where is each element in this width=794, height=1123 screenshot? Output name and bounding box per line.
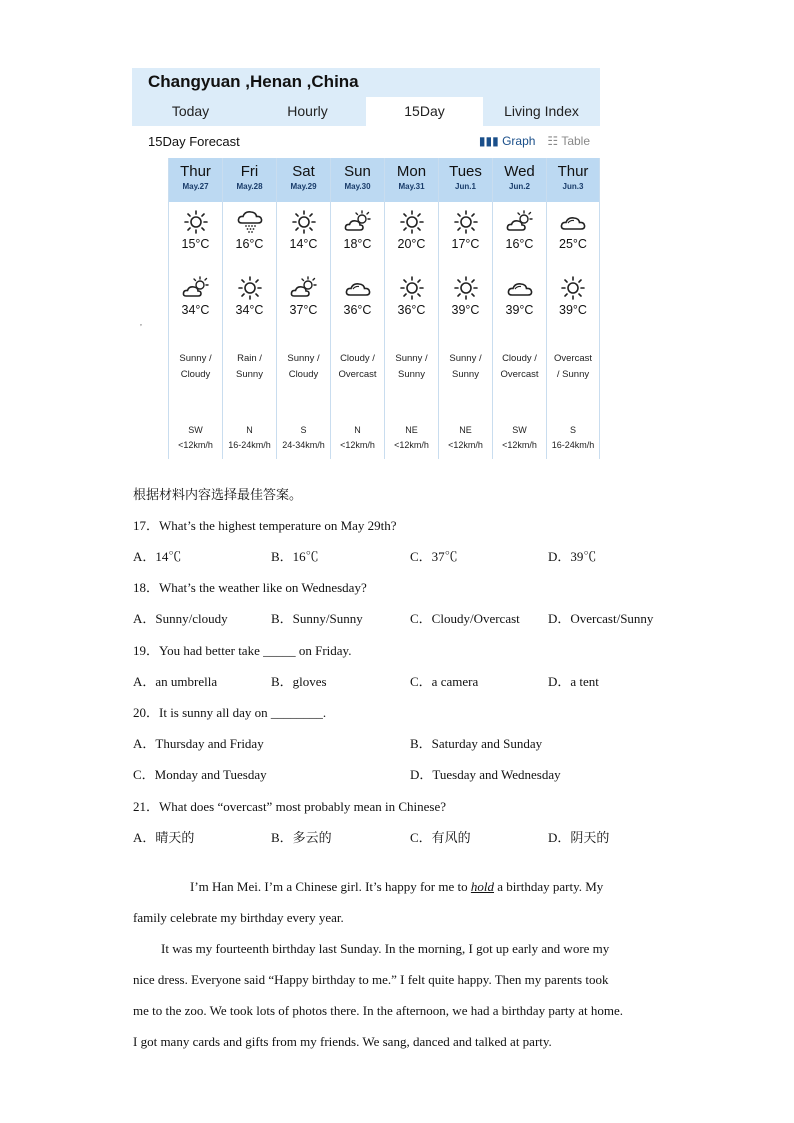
condition-line-2: Sunny	[398, 369, 425, 380]
wind-direction: NE	[405, 425, 418, 435]
sun-icon	[290, 210, 318, 234]
q19-option-b: B．gloves	[271, 674, 327, 689]
condition-line-2: / Sunny	[556, 369, 590, 380]
condition	[331, 351, 384, 383]
temp-low: 25°C	[559, 237, 587, 251]
p1-underlined-word: hold	[470, 879, 495, 894]
temp-high: 34°C	[235, 303, 264, 317]
instruction: 根据材料内容选择最佳答案。	[133, 487, 303, 502]
wind	[547, 423, 599, 453]
day-name: Tues	[449, 163, 482, 180]
graph-label: Graph	[502, 134, 536, 148]
day-header	[493, 158, 546, 202]
wind-direction: S	[569, 425, 576, 435]
wind-direction: SW	[512, 425, 527, 435]
day-column	[277, 158, 331, 459]
forecast-subbar	[132, 126, 600, 158]
sun-icon	[452, 210, 480, 234]
sun-icon	[398, 210, 426, 234]
question-17: 17．What’s the highest temperature on May 29th?	[133, 518, 397, 533]
passage-line: I got many cards and gifts from my friends. We sang, danced and talked at party.	[133, 1034, 552, 1049]
sun-cloud-icon	[344, 210, 372, 234]
question-20: 20．It is sunny all day on ________.	[133, 705, 327, 720]
day-date: May.31	[398, 182, 425, 191]
condition-line-1: Sunny /	[395, 353, 428, 364]
wind-speed: <12km/h	[340, 440, 375, 450]
temp-high: 37°C	[289, 303, 318, 317]
day-column	[331, 158, 385, 459]
q20-option-b: B．Saturday and Sunday	[410, 736, 543, 751]
condition	[385, 351, 438, 383]
cloud-icon	[559, 210, 587, 234]
wind-speed: <12km/h	[502, 440, 537, 450]
graph-toggle[interactable]	[479, 134, 536, 148]
day-date: May.29	[290, 182, 317, 191]
wind	[223, 423, 276, 453]
day-name: Sat	[292, 163, 315, 180]
condition-line-1: Overcast	[553, 353, 592, 364]
condition-line-1: Rain /	[237, 353, 262, 364]
condition-line-2: Overcast	[500, 369, 539, 380]
passage-line: me to the zoo. We took lots of photos there. In the afternoon, we had a birthday party at home.	[133, 1003, 624, 1018]
q20-option-c: C．Monday and Tuesday	[133, 767, 267, 782]
sun-icon	[398, 276, 426, 300]
sun-icon	[559, 276, 587, 300]
day-date: Jun.1	[455, 182, 476, 191]
temp-high: 36°C	[343, 303, 372, 317]
day-name: Mon	[396, 163, 427, 180]
q18-option-c: C．Cloudy/Overcast	[410, 611, 520, 626]
passage-paragraph-1	[133, 871, 673, 933]
tab-hourly[interactable]: Hourly	[287, 103, 328, 119]
wind-direction: S	[300, 425, 307, 435]
day-header	[331, 158, 384, 202]
q17-option-a: A．14℃	[133, 549, 182, 564]
q21-option-d: D．阴天的	[548, 830, 610, 845]
condition-line-2: Sunny	[236, 369, 263, 380]
weather-widget	[132, 68, 600, 459]
tab-living-index[interactable]: Living Index	[504, 103, 579, 119]
temp-low: 17°C	[451, 237, 480, 251]
day-column	[169, 158, 223, 459]
temp-high: 34°C	[181, 303, 210, 317]
day-date: Jun.3	[562, 182, 584, 191]
wind	[385, 423, 438, 453]
condition	[223, 351, 276, 383]
passage-line: family celebrate my birthday every year.	[133, 910, 344, 925]
wind-speed: <12km/h	[394, 440, 429, 450]
condition	[547, 351, 599, 383]
q20-option-a: A．Thursday and Friday	[133, 736, 264, 751]
forecast-grid	[168, 158, 601, 459]
wind-speed: 16-24km/h	[228, 440, 271, 450]
condition-line-1: Sunny /	[449, 353, 482, 364]
q18-option-d: D．Overcast/Sunny	[548, 611, 654, 626]
temp-high: 39°C	[451, 303, 480, 317]
day-name: Sun	[344, 163, 371, 180]
wind-direction: SW	[188, 425, 203, 435]
wind-direction: NE	[459, 425, 472, 435]
day-header	[223, 158, 276, 202]
condition-line-2: Cloudy	[288, 369, 319, 380]
cloud-icon	[344, 276, 372, 300]
q18-option-b: B．Sunny/Sunny	[271, 611, 363, 626]
day-date: May.28	[236, 182, 263, 191]
day-header	[277, 158, 330, 202]
temp-low: 20°C	[397, 237, 426, 251]
day-date: Jun.2	[509, 182, 530, 191]
q19-option-c: C．a camera	[410, 674, 479, 689]
side-mark: ,	[140, 318, 142, 327]
day-column	[493, 158, 547, 459]
day-header	[439, 158, 492, 202]
wind	[439, 423, 492, 453]
sun-icon	[452, 276, 480, 300]
wind	[277, 423, 330, 453]
forecast-title: 15Day Forecast	[148, 134, 240, 149]
tab-today[interactable]: Today	[171, 103, 210, 119]
condition	[277, 351, 330, 383]
day-date: May.27	[182, 182, 209, 191]
sun-cloud-icon	[290, 276, 318, 300]
day-column	[439, 158, 493, 459]
temp-high: 39°C	[559, 303, 587, 317]
passage-line: It was my fourteenth birthday last Sunday. In the morning, I got up early and wore my	[161, 941, 610, 956]
day-header	[547, 158, 599, 202]
wind	[331, 423, 384, 453]
question-21: 21．What does “overcast” most probably mean in Chinese?	[133, 799, 446, 814]
q17-option-d: D．39℃	[548, 549, 597, 564]
sun-icon	[182, 210, 210, 234]
condition-line-1: Sunny /	[287, 353, 320, 364]
condition	[439, 351, 492, 383]
q21-option-b: B．多云的	[271, 830, 332, 845]
passage-line: nice dress. Everyone said “Happy birthday to me.” I felt quite happy. Then my parents took	[133, 972, 609, 987]
day-column	[547, 158, 600, 459]
wind-direction: N	[246, 425, 253, 435]
day-header	[385, 158, 438, 202]
day-column	[385, 158, 439, 459]
temp-low: 16°C	[505, 237, 534, 251]
rain-icon	[236, 210, 264, 234]
day-column	[223, 158, 277, 459]
condition-line-2: Cloudy	[180, 369, 211, 380]
question-18: 18．What’s the weather like on Wednesday?	[133, 580, 367, 595]
location-title: Changyuan ,Henan ,China	[148, 72, 359, 91]
day-date: May.30	[344, 182, 371, 191]
temp-low: 18°C	[343, 237, 372, 251]
q20-option-d: D．Tuesday and Wednesday	[410, 767, 561, 782]
temp-high: 39°C	[505, 303, 534, 317]
temp-low: 16°C	[235, 237, 264, 251]
condition-line-1: Cloudy /	[340, 353, 375, 364]
tab-15day[interactable]: 15Day	[366, 97, 483, 126]
passage-paragraph-2	[133, 933, 673, 1057]
q19-option-d: D．a tent	[548, 674, 599, 689]
day-name: Wed	[504, 163, 535, 180]
sun-cloud-icon	[182, 276, 210, 300]
temp-low: 15°C	[181, 237, 210, 251]
wind-direction: N	[354, 425, 361, 435]
condition	[493, 351, 546, 383]
condition-line-2: Overcast	[338, 369, 377, 380]
p1-text-before: I’m Han Mei. I’m a Chinese girl. It’s happy for me to	[190, 879, 471, 894]
wind	[493, 423, 546, 453]
wind-speed: 16-24km/h	[551, 440, 595, 450]
day-name: Thur	[180, 163, 211, 180]
weather-header	[132, 68, 600, 126]
condition	[169, 351, 222, 383]
day-header	[169, 158, 222, 202]
wind-speed: 24-34km/h	[282, 440, 325, 450]
wind-speed: <12km/h	[178, 440, 213, 450]
sun-cloud-icon	[506, 210, 534, 234]
tab-bar	[132, 97, 600, 126]
cloud-icon	[506, 276, 534, 300]
day-name: Thur	[557, 163, 589, 180]
temp-high: 36°C	[397, 303, 426, 317]
q17-option-b: B．16℃	[271, 549, 319, 564]
q21-option-a: A．晴天的	[133, 830, 195, 845]
table-toggle[interactable]	[547, 134, 590, 148]
q21-option-c: C．有风的	[410, 830, 471, 845]
table-label: Table	[561, 134, 590, 148]
table-icon: ☷	[547, 134, 559, 148]
condition-line-1: Cloudy /	[502, 353, 537, 364]
q17-option-c: C．37℃	[410, 549, 458, 564]
p1-text-after: a birthday party. My	[494, 879, 604, 894]
wind	[169, 423, 222, 453]
passage-line	[133, 871, 673, 902]
day-name: Fri	[240, 163, 259, 180]
q19-option-a: A．an umbrella	[133, 674, 218, 689]
q18-option-a: A．Sunny/cloudy	[133, 611, 228, 626]
condition-line-1: Sunny /	[179, 353, 212, 364]
question-19: 19．You had better take _____ on Friday.	[133, 643, 352, 658]
sun-icon	[236, 276, 264, 300]
view-toggle	[479, 134, 590, 148]
temp-low: 14°C	[289, 237, 318, 251]
condition-line-2: Sunny	[452, 369, 479, 380]
wind-speed: <12km/h	[448, 440, 483, 450]
bar-chart-icon: ▮▮▮	[478, 134, 499, 148]
